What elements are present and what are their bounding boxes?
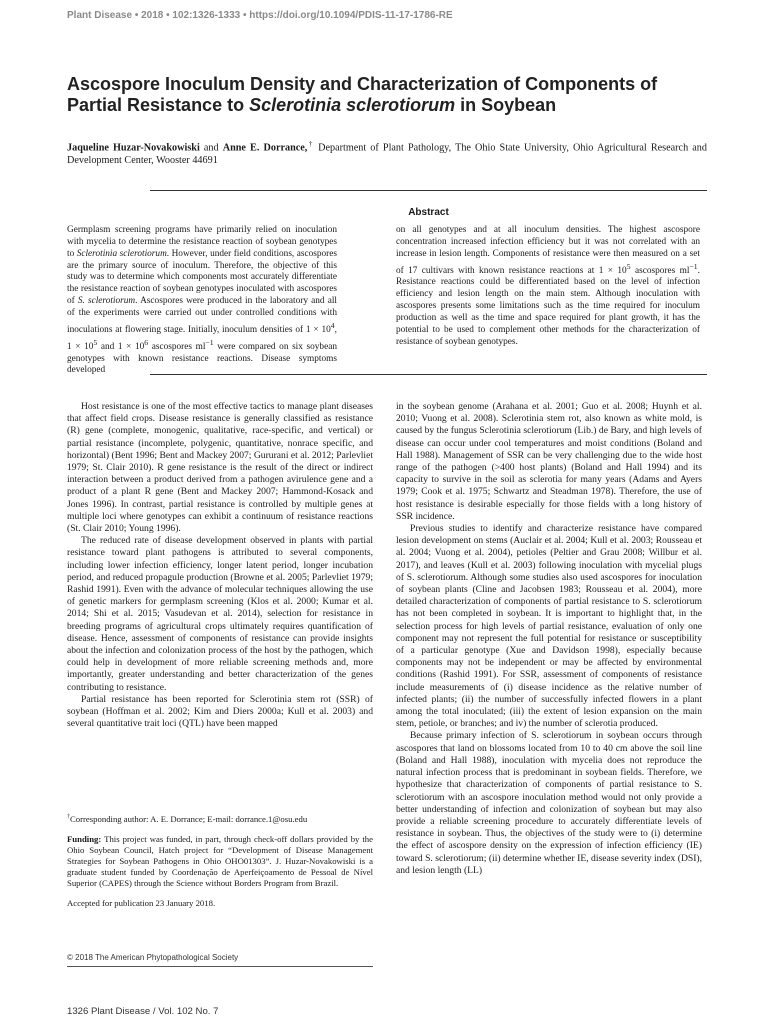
abs-left-2: . However, under field conditions, ascospores are the primary source of inoculum. Therefore, the objective of this study was to determine which components most accurately differentiate the resistance reaction of soybean genotypes inoculated with ascospores of: [67, 248, 337, 307]
body-left-paragraph-2: The reduced rate of disease development observed in plants with partial resistance toward plant pathogens is attributed to several components, including lower infection efficiency, longer latent period, longer incubation period, and reduced propagule production (Browne et al. 2005; Parlevliet 1979; Rashid 1991). Even with the advance of molecular techniques allowing the use of genetic markers for germplasm screening (Klos et al. 2000; Kumar et al. 2014; Shi et al. 2015; Vasudevan et al. 2014), selection for resistance in breeding programs of agricultural crops ultimately requires quantification of disease. Hence, assessment of components of resistance can provide insights about the infection and colonization process of the host by the pathogen, which could help in development of more reliable screening methods and, more importantly, greater understanding and better characterization of the genes contributing to resistance.: [67, 535, 373, 693]
title-part-1: Ascospore Inoculum Density and Characterization of Components of Partial Resistance to: [67, 74, 658, 115]
abs-left-sup-2: 5: [93, 337, 98, 347]
author-2-mark: †: [307, 140, 314, 148]
copyright-rule: [67, 966, 373, 967]
article-title: [67, 74, 707, 116]
body-right-column: [396, 401, 702, 877]
journal-header: Plant Disease • 2018 • 102:1326-1333 • https://doi.org/10.1094/PDIS-11-17-1786-RE: [67, 10, 453, 21]
body-left-paragraph-1: Host resistance is one of the most effective tactics to manage plant diseases that affect field crops. Disease resistance is generally classified as resistance (R) gene (complete, monogenic, qualitative, race-specific, and vertical) or partial resistance (incomplete, polygenic, quantitative, nonrace specific, and horizontal) (Bent 1996; Bent and Mackey 2007; Gururani et al. 2012; Parlevliet 1979; St. Clair 2010). R gene resistance is the result of the direct or indirect interaction between a product derived from a pathogen avirulence gene and a product of a plant R gene (Bent and Mackey 2007; Hammond-Kosack and Jones 1996). In contrast, partial resistance is controlled by multiple genes at multiple loci where genotypes can exhibit a continuum of resistance reactions (St. Clair 2010; Young 1996).: [67, 401, 373, 535]
abs-left-sup-3: 6: [144, 337, 149, 347]
footnotes: [67, 812, 373, 918]
author-block: [67, 138, 707, 167]
abs-left-ital-2: S. sclerotiorum: [77, 296, 136, 307]
page-footer: 1326 Plant Disease / Vol. 102 No. 7: [67, 1006, 219, 1017]
author-1: Jaqueline Huzar-Novakowiski: [67, 142, 200, 154]
abstract-right-column: [396, 225, 700, 349]
title-italic-species: Sclerotinia sclerotiorum: [249, 95, 456, 115]
author-conjunction: and: [199, 142, 223, 154]
abstract-heading: Abstract: [408, 207, 449, 218]
abs-left-1: Germplasm screening programs have primarily relied on inoculation with mycelia to determine the resistance reaction of soybean genotypes to: [67, 225, 337, 259]
body-left-paragraph-3: Partial resistance has been reported for Sclerotinia stem rot (SSR) of soybean (Hoffman et al. 2002; Kim and Diers 2000a; Kull et al. 2003) and several quantitative trait loci (QTL) have been mapped: [67, 693, 373, 730]
abs-left-sup-1: 4: [330, 320, 335, 330]
copyright-line: © 2018 The American Phytopathological Society: [67, 953, 239, 962]
abs-right-sup-2: −1: [689, 261, 698, 271]
abs-left-sup-4: −1: [205, 337, 214, 347]
accepted-note: Accepted for publication 23 January 2018.: [67, 897, 216, 908]
body-left-column: [67, 401, 373, 730]
corresponding-author-note: [67, 812, 373, 825]
body-right-paragraph-3: Because primary infection of S. sclerotiorum in soybean occurs through ascospores that land on blossoms located from 10 to 40 cm above the soil line (Boland and Hall 1988), inoculation with mycelia does not reproduce the natural infection process that is predominant in soybean fields. Therefore, we hypothesize that characterization of components of partial resistance to S. sclerotiorum with an ascospore inoculation method would not only provide a better understanding of infection and colonization of soybean but may also provide a reliable screening procedure to accurately differentiate levels of resistance in soybean. Thus, the objectives of the study were to (i) determine the effect of ascospore density on the expression of infection efficiency (IE) toward S. sclerotiorum; (ii) determine whether IE, disease severity index (DSI), and lesion length (LL): [396, 730, 702, 876]
abstract-left-column: [67, 225, 337, 377]
abs-left-5: and 1 × 10: [97, 341, 145, 352]
abs-right-1: on all genotypes and at all inoculum densities. The highest ascospore concentration increased infection efficiency but it was not correlated with an increase in lesion length. Components of resistance were then measured on a set of 17 cultivars with known resistance reactions at 1 × 10: [396, 225, 700, 276]
abs-left-ital-1: Sclerotinia sclerotiorum: [76, 248, 167, 259]
abs-right-3: . Resistance reactions could be differentiated based on the level of infection efficiency and lesion length on the main stem. Although inoculation with ascospores presents some limitations such as the time required for inoculum production as well as the time and space required for plant growth, it has the potential to be used to complement other methods for the characterization of resistance of soybean genotypes.: [396, 265, 700, 347]
funding-text: This project was funded, in part, through check-off dollars provided by the Ohio Soybean Council, Hatch project for “Development of Disease Management Strategies for Soybean Pathogens in Ohio OHO01303”. J. Huzar-Novakowiski is a graduate student funded by Coordenação de Aperfeiçoamento de Pessoal de Nível Superior (CAPES) through the Science without Borders Program from Brazil.: [67, 833, 373, 888]
abs-left-4: , 1 × 10: [67, 324, 337, 352]
abs-left-6: ascospores ml: [148, 341, 206, 352]
author-2: Anne E. Dorrance,: [222, 142, 308, 154]
funding-label: Funding:: [67, 833, 102, 844]
body-right-paragraph-1: in the soybean genome (Arahana et al. 2001; Guo et al. 2008; Huynh et al. 2010; Vuong et al. 2008). Sclerotinia stem rot, also known as white mold, is caused by the fungus Sclerotinia sclerotiorum (Lib.) de Bary, and high levels of disease can occur under cool temperatures and moist conditions (Boland and Hall 1988). Management of SSR can be very challenging due to the wide host range of the pathogen (>400 host plants) (Boland and Hall 1994) and its capacity to survive in the soil as sclerotia for many years (Adams and Ayers 1979; Cook et al. 1975; Schwartz and Steadman 1978). Therefore, the use of host resistance is desirable especially for those fields with a long history of SSR incidence.: [396, 401, 702, 522]
abs-right-sup-1: 5: [626, 261, 631, 271]
abs-left-3: . Ascospores were produced in the laboratory and all of the experiments were carried out under controlled conditions with inoculations at flowering stage. Initially, inoculum densities of 1 × 10: [67, 296, 337, 335]
body-right-paragraph-2: Previous studies to identify and characterize resistance have compared lesion development on stems (Auclair et al. 2004; Kull et al. 2003; Rousseau et al. 2004; Vuong et al. 2004), petioles (Peltier and Grau 2008; Willbur et al. 2017), and leaves (Kull et al. 2003) following inoculation with mycelial plugs of S. sclerotiorum. Although some studies also used ascospores for inoculation of soybean plants (Cline and Jacobsen 1983; Rousseau et al. 2004), more detailed characterization of components of partial resistance to S. sclerotiorum has not been completed in soybean. It is important to highlight that, in the selection process for high levels of partial resistance, evaluation of only one component may not represent the full potential for resistance or susceptibility of a particular genotype (Xue and Davidson 1998), especially because components may not be independent or may be affected by environmental conditions (Rashid 1991). For SSR, assessment of components of resistance include measurements of (i) disease incidence as the relative number of infected plants; (ii) the number of successfully infected flowers in a plant among the total inoculated; (iii) the extent of lesion expansion on the main stem, petiole, or branches; and iv) the number of sclerotia produced.: [396, 523, 702, 730]
corr-text: Corresponding author: A. E. Dorrance; E-mail: dorrance.1@osu.edu: [70, 813, 308, 824]
abs-right-2: ascospores ml: [630, 265, 690, 276]
abstract-bottom-rule: [150, 374, 707, 375]
affiliation: Department of Plant Pathology, The Ohio State University, Ohio Agricultural Research and Development Center, Wooster 44691: [67, 142, 707, 167]
abs-left-7: were compared on six soybean genotypes with known resistance reactions. Disease symptoms developed: [67, 341, 337, 376]
funding-note: [67, 834, 373, 889]
abstract-top-rule: [150, 190, 707, 191]
title-part-2: in Soybean: [455, 95, 557, 115]
corr-mark: †: [67, 814, 70, 820]
